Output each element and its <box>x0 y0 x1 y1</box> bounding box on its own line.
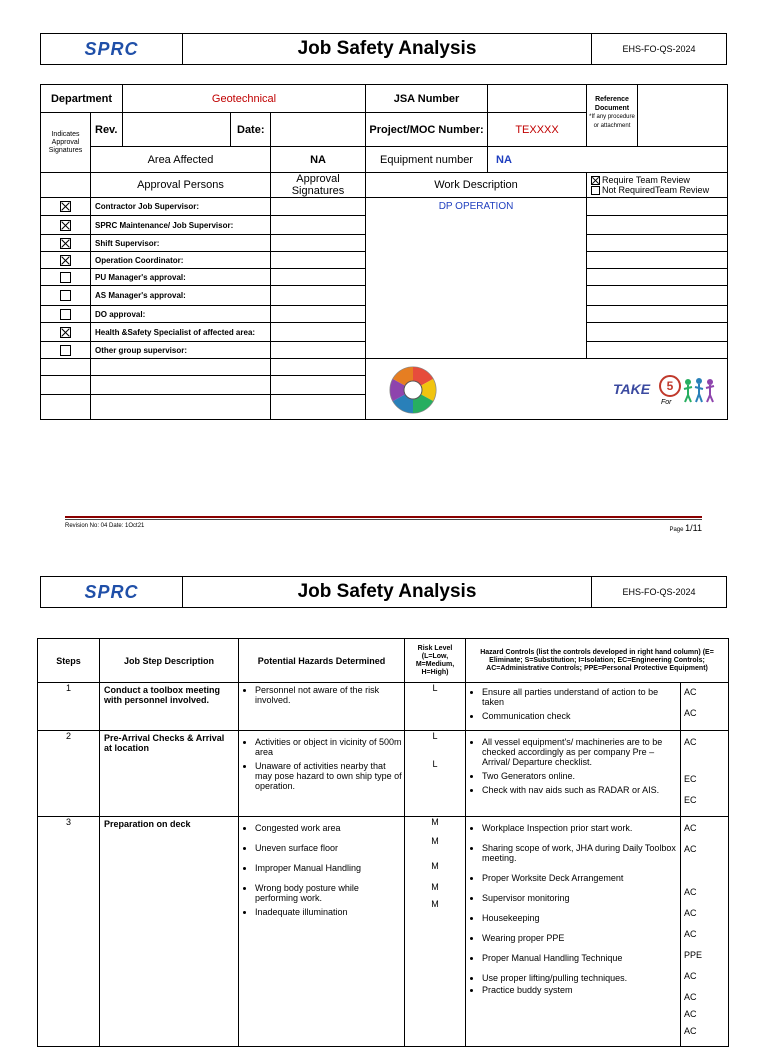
risk-list: L L <box>405 731 466 817</box>
control-codes: AC AC AC AC AC PPE AC AC AC AC <box>681 817 729 1047</box>
jsa-number-value[interactable] <box>488 85 587 113</box>
approval-person: DO approval: <box>91 306 271 323</box>
equipment-number-value: NA <box>488 147 728 173</box>
jsa-number-label: JSA Number <box>366 85 488 113</box>
step-number: 2 <box>38 731 100 817</box>
control-list: • All vessel equipment's/ machineries are to be checked accordingly as per company Pre – Arrival/ Departure checklist. • Two Generators online. • Check with nav aids such as RADAR or AIS. <box>466 731 681 817</box>
project-label: Project/MOC Number: <box>366 113 488 147</box>
approval-checkbox[interactable] <box>60 327 71 338</box>
step-number: 3 <box>38 817 100 1047</box>
review-option-require[interactable]: Require Team Review <box>591 175 727 185</box>
control-list: • Workplace Inspection prior start work. • Sharing scope of work, JHA during Daily Toolbox meeting. • Proper Worksite Deck Arrangement • Supervisor monitoring • Housekeeping • Wearing proper PPE • Proper Manual Handling Technique • Use proper lifting/pulling techniques. • Practice buddy system <box>466 817 681 1047</box>
footer-rule <box>65 516 702 518</box>
approval-person: SPRC Maintenance/ Job Supervisor: <box>91 216 271 235</box>
hazards-header: Potential Hazards Determined <box>239 639 405 683</box>
page-title: Job Safety Analysis <box>297 581 477 602</box>
not-required-checkbox[interactable] <box>591 186 600 195</box>
approval-signature[interactable] <box>271 252 366 269</box>
approval-signature[interactable] <box>271 342 366 359</box>
approval-person: PU Manager's approval: <box>91 269 271 286</box>
project-value: TEXXXX <box>488 113 587 147</box>
logo-text: SPRC <box>84 38 139 59</box>
approval-checkbox[interactable] <box>60 290 71 301</box>
page2-header <box>40 576 727 608</box>
risk-list: M M M M M <box>405 817 466 1047</box>
control-codes: AC EC EC <box>681 731 729 817</box>
date-label: Date: <box>231 113 271 147</box>
table-row <box>38 817 729 1047</box>
hazard-list: • Personnel not aware of the risk involved. <box>239 683 405 731</box>
steps-header: Steps <box>38 639 100 683</box>
take5-logo <box>609 371 719 411</box>
approval-checkbox[interactable] <box>60 238 71 249</box>
logo-text: SPRC <box>84 581 139 602</box>
logo-area <box>366 359 728 420</box>
work-description-value: DP OPERATION <box>366 198 587 359</box>
approval-signature[interactable] <box>271 235 366 252</box>
approval-signature[interactable] <box>271 198 366 216</box>
reference-document-label: Reference Document <box>594 96 630 112</box>
approval-person: Operation Coordinator: <box>91 252 271 269</box>
department-value: Geotechnical <box>123 85 366 113</box>
approval-checkbox[interactable] <box>60 272 71 283</box>
approval-person: Contractor Job Supervisor: <box>91 198 271 216</box>
approval-person: Other group supervisor: <box>91 342 271 359</box>
date-value[interactable] <box>271 113 366 147</box>
department-label: Department <box>41 85 123 113</box>
approval-person: AS Manager's approval: <box>91 286 271 306</box>
footer-rule-thin <box>65 519 702 520</box>
approval-person: Health &Safety Specialist of affected area: <box>91 323 271 342</box>
sprc-logo <box>41 34 183 64</box>
approval-persons-label: Approval Persons <box>91 173 271 198</box>
controls-header: Hazard Controls (list the controls developed in right hand column) (E= Eliminate; S=Substitution; I=Isolation; EC=Engineering Controls; AC=Administrative Controls; PPE=Personal Protective Equipment) <box>466 639 729 683</box>
require-review-checkbox[interactable] <box>591 176 600 185</box>
reference-document-note: *If any procedure or attachment <box>589 114 635 129</box>
step-description: Conduct a toolbox meeting with personnel involved. <box>100 683 239 731</box>
doc-code: EHS-FO-QS-2024 <box>591 34 726 64</box>
description-header: Job Step Description <box>100 639 239 683</box>
safety-wheel-icon <box>388 365 438 415</box>
area-affected-label: Area Affected <box>91 147 271 173</box>
approval-table <box>40 84 728 420</box>
take5-for: For <box>661 399 672 406</box>
people-icon <box>683 377 717 403</box>
revision-text: Revision No: 04 Date: 1Oct21 <box>65 523 145 529</box>
approval-signature[interactable] <box>271 269 366 286</box>
approval-signature[interactable] <box>271 306 366 323</box>
area-affected-value: NA <box>271 147 366 173</box>
rev-value[interactable] <box>123 113 231 147</box>
hazard-list: • Activities or object in vicinity of 500m area • Unaware of activities nearby that may pose hazard to own ship type of operation. <box>239 731 405 817</box>
approval-person: Shift Supervisor: <box>91 235 271 252</box>
hazard-list: • Congested work area • Uneven surface floor • Improper Manual Handling • Wrong body posture while performing work. • Inadequate illumination <box>239 817 405 1047</box>
review-options <box>587 173 728 198</box>
work-description-label: Work Description <box>366 173 587 198</box>
rev-label: Rev. <box>91 113 123 147</box>
approval-signature[interactable] <box>271 286 366 306</box>
approval-checkbox[interactable] <box>60 255 71 266</box>
page-number: Page 1/11 <box>669 523 702 533</box>
control-list: • Ensure all parties understand of action to be taken • Communication check <box>466 683 681 731</box>
doc-code: EHS-FO-QS-2024 <box>591 577 726 607</box>
page1-header <box>40 33 727 65</box>
risk-header: Risk Level (L=Low, M=Medium, H=High) <box>405 639 466 683</box>
hazard-table <box>37 638 729 1047</box>
step-description: Preparation on deck <box>100 817 239 1047</box>
page-title: Job Safety Analysis <box>297 38 477 59</box>
risk-list: L <box>405 683 466 731</box>
sprc-logo <box>41 577 183 607</box>
equipment-number-label: Equipment number <box>366 147 488 173</box>
approval-checkbox[interactable] <box>60 220 71 231</box>
approval-signatures-label: Approval Signatures <box>271 173 366 198</box>
approval-checkbox[interactable] <box>60 345 71 356</box>
table-row <box>38 683 729 731</box>
review-option-not-required[interactable]: Not RequiredTeam Review <box>591 185 727 195</box>
indicates-approval-label: Indicates Approval Signatures <box>41 113 91 173</box>
approval-checkbox[interactable] <box>60 309 71 320</box>
approval-signature[interactable] <box>271 216 366 235</box>
approval-signature[interactable] <box>271 323 366 342</box>
control-codes: AC AC <box>681 683 729 731</box>
step-description: Pre-Arrival Checks & Arrival at location <box>100 731 239 817</box>
table-row <box>38 731 729 817</box>
step-number: 1 <box>38 683 100 731</box>
reference-document-value[interactable] <box>638 85 728 147</box>
take5-text: TAKE <box>613 381 651 397</box>
approval-checkbox[interactable] <box>60 201 71 212</box>
take5-number: 5 <box>659 375 681 397</box>
